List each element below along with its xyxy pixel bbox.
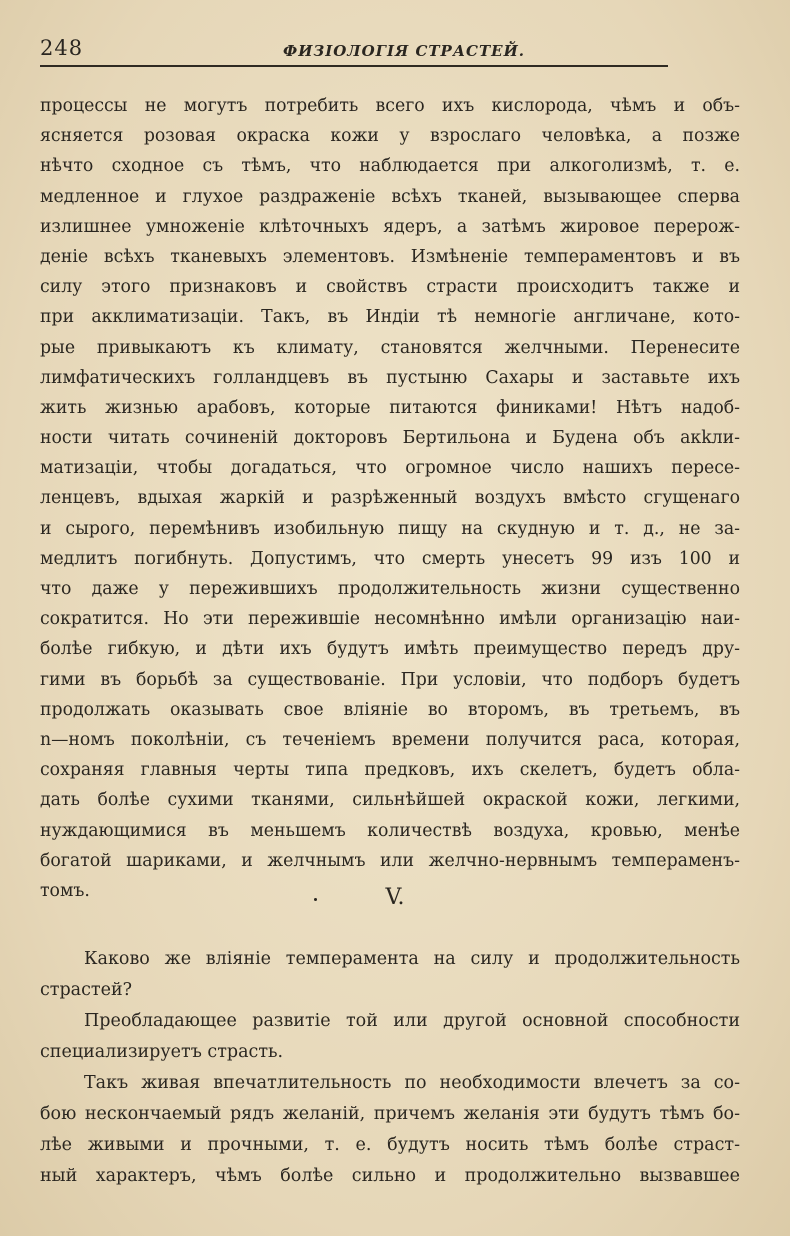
running-title: ФИЗІОЛОГІЯ СТРАСТЕЙ. — [283, 42, 525, 60]
text-line: при акклиматизаціи. Такъ, въ Индіи тѣ немногіе англичане, кото- — [40, 307, 740, 328]
text-line: медлитъ погибнуть. Допустимъ, что смерть унесетъ 99 изъ 100 и — [40, 548, 740, 569]
text-line: ный характеръ, чѣмъ болѣе сильно и продолжительно вызвавшее — [40, 1166, 740, 1186]
text-line: продолжать оказывать свое вліяніе во второмъ, въ третьемъ, въ — [40, 699, 740, 720]
text-line: дать болѣе сухими тканями, сильнѣйшей окраской кожи, легкими, — [40, 790, 740, 811]
text-line: лимфатическихъ голландцевъ въ пустыню Сахары и заставьте ихъ — [40, 367, 740, 388]
page-number: 248 — [40, 36, 84, 60]
text-line: специализируетъ страсть. — [40, 1042, 284, 1062]
text-line: гими въ борьбѣ за существованіе. При условіи, что подборъ будетъ — [40, 669, 740, 690]
text-line: ности читать сочиненій докторовъ Бертильона и Будена объ акkли- — [40, 428, 740, 449]
text-line: нуждающимися въ меньшемъ количествѣ воздуха, кровью, менѣе — [40, 820, 740, 841]
text-line: жить жизнью арабовъ, которые питаются финиками! Нѣтъ надоб- — [40, 397, 740, 418]
text-line: процессы не могутъ потребить всего ихъ кислорода, чѣмъ и объ- — [40, 96, 740, 116]
page-header — [40, 36, 750, 72]
text-line: что даже у пережившихъ продолжительность жизни существенно — [40, 579, 740, 599]
text-line: матизаціи, чтобы догадаться, что огромное число нашихъ пересе- — [40, 458, 740, 479]
text-line: медленное и глухое раздраженіе всѣхъ тканей, вызывающее сперва — [40, 186, 740, 207]
text-line: болѣе гибкую, и дѣти ихъ будутъ имѣть преимущество передъ дру- — [40, 639, 740, 660]
text-line: и сырого, перемѣнивъ изобильную пищу на скудную и т. д., не за- — [40, 518, 740, 539]
text-line: томъ. — [40, 880, 90, 901]
text-line: силу этого признаковъ и свойствъ страсти происходитъ также и — [40, 277, 740, 298]
text-line: богатой шариками, и желчнымъ или желчно-нервнымъ темпераменъ- — [40, 850, 740, 871]
text-line: Преобладающее развитіе той или другой основной способности — [84, 1011, 740, 1031]
text-line: рые привыкаютъ къ климату, становятся желчными. Перенесите — [40, 337, 740, 358]
header-rule — [40, 65, 668, 67]
text-line: Такъ живая впечатлительность по необходимости влечетъ за со- — [84, 1073, 740, 1093]
text-line: Каково же вліяніе темперамента на силу и продолжительность — [84, 949, 740, 969]
text-line: бою нескончаемый рядъ желаній, причемъ желанія эти будутъ тѣмъ бо- — [40, 1104, 740, 1124]
text-line: страстей? — [40, 980, 133, 1000]
text-line: нѣчто сходное съ тѣмъ, что наблюдается при алкоголизмѣ, т. е. — [40, 156, 740, 177]
text-line: лѣе живыми и прочными, т. е. будутъ носить тѣмъ болѣе страст- — [40, 1135, 740, 1155]
paragraph-continued — [40, 91, 740, 906]
text-line: деніе всѣхъ тканевыхъ элементовъ. Измѣненіе темпераментовъ и въ — [40, 246, 740, 267]
text-line: излишнее умноженіе клѣточныхъ ядеръ, а затѣмъ жировое перерож- — [40, 216, 740, 237]
text-line: сократится. Но эти пережившіе несомнѣнно имѣли организацію наи- — [40, 609, 740, 630]
text-line: n—номъ поколѣніи, съ теченіемъ времени получится раса, которая, — [40, 729, 740, 750]
section-heading: V. — [385, 885, 405, 910]
text-line: сохраняя главныя черты типа предковъ, ихъ скелетъ, будетъ обла- — [40, 760, 740, 781]
section-v-text — [40, 944, 740, 1192]
text-line: ясняется розовая окраска кожи у взрослаго человѣка, а позже — [40, 126, 740, 147]
text-line: ленцевъ, вдыхая жаркій и разрѣженный воздухъ вмѣсто сгущенаго — [40, 488, 740, 509]
